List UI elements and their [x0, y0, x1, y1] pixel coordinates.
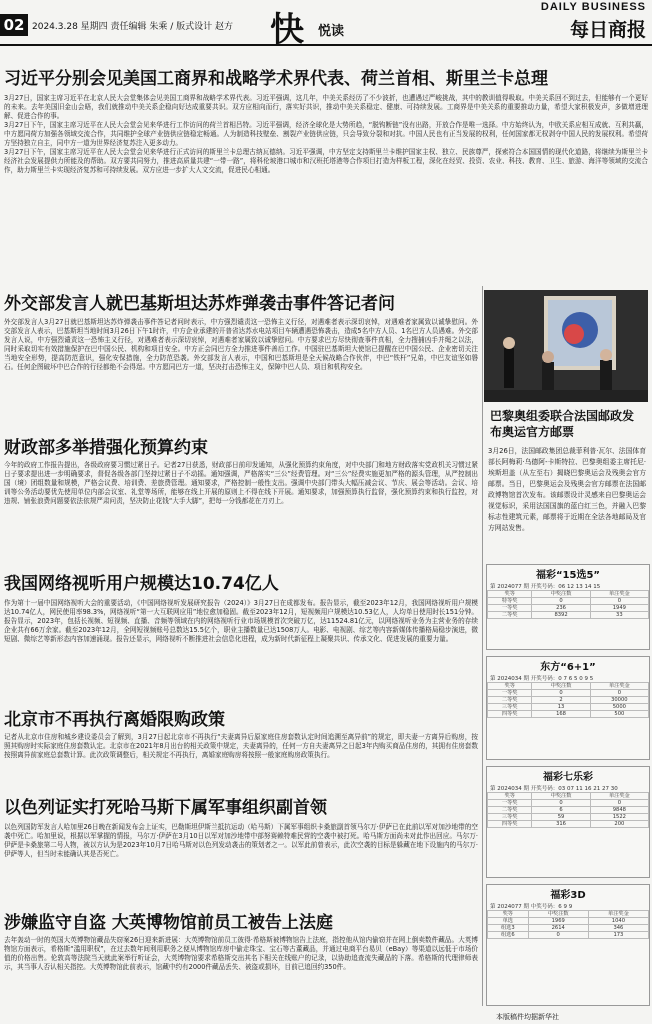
- lottery-cell: 1949: [590, 605, 648, 612]
- article-body-british-museum: 去年轰动一时的英国大英博物馆藏品失窃案26日迎来新进展：大英博物馆前员工彼得·希格斯被博物馆告上法庭，指控他从馆内偷窃并在网上倒卖数件藏品。大英博物馆方面表示，希格斯“滥用职权”，在过去数年间利用职务之便从博物馆库房中偷走珠宝、宝石等古董藏品，并通过电商平台易贝（eBay）等渠道以远低于市场价值的价格出售。伦敦高等法院当天就此案举行听证会，大英博物馆要求希格斯交出其名下相关在线账户的记录，以协助追查流失藏品的下落。希格斯的代理律师表示，其当事人否认相关指控。大英博物馆此前表示，馆藏中约有2000件藏品丢失、被盗或损坏，目前已追回约350件。: [4, 936, 478, 971]
- lottery-row: [488, 932, 649, 939]
- lottery-cell: 奖等: [488, 793, 532, 800]
- lottery-row: [488, 598, 649, 605]
- lottery-title: 福彩“15选5”: [535, 570, 601, 581]
- lottery-cell: 33: [590, 612, 648, 619]
- lottery-cell: 特等奖: [488, 598, 532, 605]
- lottery-row: [488, 711, 649, 718]
- lottery-info: 第 2024077 期 中奖号码：6 9 9: [490, 904, 573, 910]
- lottery-cell: 30000: [590, 697, 648, 704]
- lottery-box-qilecai: [486, 766, 650, 878]
- section-name: 悦读: [318, 24, 345, 39]
- lottery-box-6plus1: [486, 656, 650, 760]
- lottery-cell: 二等奖: [488, 612, 532, 619]
- lottery-row: [488, 911, 649, 918]
- lottery-cell: 59: [532, 814, 590, 821]
- lottery-row: [488, 918, 649, 925]
- lottery-cell: 0: [532, 690, 590, 697]
- lottery-row: [488, 793, 649, 800]
- lottery-row: [488, 821, 649, 828]
- photo-caption-title: 巴黎奥组委联合法国邮政发布奥运官方邮票: [490, 409, 635, 439]
- lottery-cell: 三等奖: [488, 704, 532, 711]
- lottery-cell: 0: [590, 800, 648, 807]
- paper-name-cn: 每日商报: [569, 19, 646, 41]
- lottery-cell: 一等奖: [488, 690, 532, 697]
- lottery-cell: 6: [532, 807, 590, 814]
- lottery-cell: 0: [532, 800, 590, 807]
- lottery-cell: 单注奖金: [590, 793, 648, 800]
- lottery-cell: 二等奖: [488, 697, 532, 704]
- lottery-cell: 单注奖金: [590, 683, 648, 690]
- lottery-table: [487, 910, 649, 939]
- article-body-xi-meetings: 3月27日，国家主席习近平在北京人民大会堂集体会见美国工商界和战略学术界代表。习近平强调，这几年，中美关系经历了不少波折，也遭遇过严峻挑战，其中的教训值得吸取。中美关系回不到过去，但能够有一个更好的未来。去年美国旧金山会晤，我们就推动中美关系企稳向好达成重要共识。双方应相向而行，落实好共识，推动中美关系稳定、健康、可持续发展。工商界是中美关系的重要推动力量，希望大家积极发声，多做增进理解、促进合作的事。 3月27日下午，国家主席习近平在人民大会堂会见来华进行工作访问的荷兰首相吕特。习近平强调，经济全球化是大势所趋，“脱钩断链”没有出路，开放合作是唯一选择。中方始终认为，中欧关系应相互成就、互利共赢，中方愿同荷方加强各领域交流合作，共同维护全球产业链供应链稳定畅通。人为制造科技壁垒、割裂产业链供应链，只会导致分裂和对抗。中国人民也有正当发展的权利，任何国家都无权剥夺中国人民的发展权利。希望荷方坚持独立自主，同中方一道为世界经济复苏注入更多动力。 3月27日下午，国家主席习近平在人民大会堂会见来华进行正式访问的斯里兰卡总理古纳瓦德纳。习近平强调，中方坚定支持斯里兰卡维护国家主权、独立、民族尊严，探索符合本国国情的现代化道路，将继续为斯里兰卡经济社会发展提供力所能及的帮助。双方要共同努力，推进高质量共建“一带一路”，将科伦坡港口城市和汉班托塔港等合作项目打造为样板工程，深化在经贸、投资、农业、科技、教育、卫生、旅游、海洋等领域的交流合作，助力斯里兰卡实现经济复苏和可持续发展。双方应进一步扩大人文交流，促进民心相通。: [4, 94, 648, 174]
- lottery-row: [488, 704, 649, 711]
- lottery-cell: 一等奖: [488, 605, 532, 612]
- lottery-cell: 346: [588, 925, 648, 932]
- issue-info: 2024.3.28 星期四 责任编辑 朱乘 / 版式设计 赵方: [32, 22, 234, 32]
- lottery-cell: 1522: [590, 814, 648, 821]
- lottery-cell: 0: [532, 598, 590, 605]
- lottery-cell: 中奖注数: [532, 793, 590, 800]
- lottery-cell: 0: [590, 690, 648, 697]
- lottery-row: [488, 697, 649, 704]
- lottery-row: [488, 814, 649, 821]
- lottery-row: [488, 800, 649, 807]
- paper-name-en: DAILY BUSINESS: [540, 1, 646, 13]
- lottery-row: [488, 807, 649, 814]
- lottery-title: 东方“6+1”: [540, 662, 596, 673]
- article-body-online-video-users: 作为第十一届中国网络视听大会的重要活动，《中国网络视听发展研究报告（2024）》3月27日在成都发布。报告显示，截至2023年12月，我国网络视听用户规模达10.74亿人，网民使用率98.3%，网络视听“第一大互联网应用”地位愈加稳固。截至2023年12月，短视频用户规模达10.53亿人，人均单日使用时长151分钟。报告显示，2023年，包括长视频、短视频、直播、音频等领域在内的网络视听行业市场规模首次突破万亿，达11524.81亿元，以网络视听业务为主营业务的存续企业共有66万余家。截至2023年12月，全网短视频账号总数达15.5亿个，职业主播数量已达1508万人。电影、电视剧、综艺等内容新媒体传播格局稳步演进，微短剧、微综艺等新形态内容加速涌现。报告还显示，网络视听不断推进社会信息化进程，成为新时代新征程上凝聚共识、传承文化、促进发展的重要力量。: [4, 599, 478, 643]
- lottery-info: 第 2024034 期 开奖号码：03 07 11 16 21 27 30: [490, 786, 618, 792]
- lottery-row: [488, 690, 649, 697]
- lottery-cell: 236: [532, 605, 590, 612]
- lottery-cell: 中奖注数: [528, 911, 588, 918]
- lottery-box-15x5: [486, 564, 650, 650]
- column-divider: [482, 286, 483, 1006]
- lottery-table: [487, 590, 649, 619]
- lottery-cell: 组选6: [488, 932, 529, 939]
- lottery-cell: 一等奖: [488, 800, 532, 807]
- lottery-row: [488, 605, 649, 612]
- headline-xi-meetings: 习近平分别会见美国工商界和战略学术界代表、荷兰首相、斯里兰卡总理: [4, 69, 548, 89]
- headline-beijing-housing: 北京市不再执行离婚限购政策: [4, 710, 225, 730]
- lottery-cell: 单注奖金: [590, 591, 648, 598]
- lottery-cell: 四等奖: [488, 821, 532, 828]
- section-logo: 快: [270, 10, 304, 50]
- lottery-title: 福彩七乐彩: [543, 772, 593, 783]
- lottery-row: [488, 925, 649, 932]
- lottery-cell: 中奖注数: [532, 683, 590, 690]
- article-body-israel-hamas: 以色列国防军发言人哈加里26日晚在新闻发布会上证实，巴勒斯坦伊斯兰抵抗运动（哈马斯）下属军事组织卡桑旅副首领马尔万·伊萨已在此前以军对加沙地带的空袭中死亡。哈加里说，根据以军掌握的情报，马尔万·伊萨在3月10日以军对加沙地带中部努赛赖特难民营的空袭中被打死。哈马斯方面尚未对此作出回应。马尔万·伊萨是卡桑旅第二号人物，被以方认为是2023年10月7日哈马斯对以色列发动袭击的策划者之一。以军此前曾表示，此次空袭的目标是躲藏在地下设施内的马尔万·伊萨等人，但当时未能确认其是否死亡。: [4, 823, 478, 858]
- lottery-title: 福彩3D: [550, 890, 586, 901]
- lottery-cell: 2614: [528, 925, 588, 932]
- lottery-cell: 9848: [590, 807, 648, 814]
- lottery-cell: 0: [528, 932, 588, 939]
- lottery-cell: 单选: [488, 918, 529, 925]
- page-number: 02: [0, 14, 28, 36]
- headline-israel-hamas: 以色列证实打死哈马斯下属军事组织副首领: [4, 798, 327, 818]
- lottery-cell: 1040: [588, 918, 648, 925]
- lottery-cell: 三等奖: [488, 814, 532, 821]
- lottery-cell: 四等奖: [488, 711, 532, 718]
- lottery-cell: 二等奖: [488, 807, 532, 814]
- stamp-launch-photo: [484, 290, 648, 402]
- lottery-cell: 奖等: [488, 591, 532, 598]
- lottery-cell: 13: [532, 704, 590, 711]
- article-body-finance-budget: 今年的政府工作报告提出，各级政府要习惯过紧日子。记者27日获悉，财政部日前印发通知，从强化预算约束角度，对中央部门和地方财政落实党政机关习惯过紧日子要求提出进一步明确要求，督促各级各部门坚持过紧日子不动摇。通知强调，严格落实“三公”经费管理。对“三公”经费实施更加严格的源头管理，从严控制出国（境）团组数量和规模，严格会议费、培训费、差旅费管理。通知要求，严格控制一般性支出。强调中央部门带头大幅压减会议、节庆、展会等活动。会议、培训等公务活动要优先使用单位内部会议室、礼堂等场所，能够在线上开展的原则上不得在线下开展。通知要求，加强预算执行监督，强化预算约束和执行监控，对违规、铺张浪费问题要依法依规严肃问责，坚决防止花钱“大手大脚”，把每一分钱都花在刀刃上。: [4, 461, 478, 505]
- lottery-cell: 500: [590, 711, 648, 718]
- lottery-info: 第 2024077 期 开奖号码：06 12 13 14 15: [490, 584, 601, 590]
- lottery-cell: 0: [590, 598, 648, 605]
- lottery-info: 第 2024034 期 开奖号码：0 7 6 5 0 9 5: [490, 676, 594, 682]
- lottery-cell: 单注奖金: [588, 911, 648, 918]
- footer-source: 本版稿件均据新华社: [496, 1013, 559, 1021]
- lottery-row: [488, 683, 649, 690]
- article-body-beijing-housing: 记者从北京市住房和城乡建设委员会了解到，3月27日起北京市不再执行“夫妻离异后原家庭住房套数认定时间追溯至离异前”的规定，即夫妻一方离异后购房，按照其购房时实际家庭住房套数认定。北京市在2021年8月出台的相关政策中规定，夫妻离异的，任何一方自夫妻离异之日起3年内购买商品住房的，其拥有住房套数按照离异前家庭总套数计算。此次政策调整后，相关规定不再执行，离婚家庭购房将按照一般家庭购房政策执行。: [4, 733, 478, 759]
- lottery-row: [488, 591, 649, 598]
- lottery-box-3d: [486, 884, 650, 1006]
- lottery-cell: 中奖注数: [532, 591, 590, 598]
- lottery-cell: 奖等: [488, 683, 532, 690]
- lottery-cell: 8392: [532, 612, 590, 619]
- lottery-row: [488, 612, 649, 619]
- lottery-cell: 2: [532, 697, 590, 704]
- page-header: [0, 0, 652, 50]
- lottery-cell: 1969: [528, 918, 588, 925]
- headline-finance-budget: 财政部多举措强化预算约束: [4, 438, 208, 458]
- photo-caption-body: 3月26日，法国邮政集团总裁菲利普·瓦尔、法国体育部长阿梅莉·乌德阿-卡斯特拉、巴黎奥组委主席托尼·埃斯坦盖（从左至右）揭晓巴黎奥运会及残奥会官方邮票。当日，巴黎奥运会及残奥会官方邮票在法国邮政博物馆首次发布。该邮票设计灵感来自巴黎奥运会视觉标识，采用法国国旗的蓝白红三色，并融入巴黎标志性建筑元素，邮票将于近期在全法各地邮局及官方网站发售。: [488, 447, 646, 532]
- lottery-cell: 200: [590, 821, 648, 828]
- headline-online-video-users: 我国网络视听用户规模达10.74亿人: [4, 574, 279, 594]
- lottery-cell: 组选3: [488, 925, 529, 932]
- headline-mfa-pakistan: 外交部发言人就巴基斯坦达苏炸弹袭击事件答记者问: [4, 294, 395, 314]
- lottery-cell: 316: [532, 821, 590, 828]
- lottery-table: [487, 682, 649, 718]
- lottery-cell: 奖等: [488, 911, 529, 918]
- headline-british-museum: 涉嫌监守自盗 大英博物馆前员工被告上法庭: [4, 913, 333, 933]
- lottery-cell: 168: [532, 711, 590, 718]
- lottery-table: [487, 792, 649, 828]
- article-body-mfa-pakistan: 外交部发言人3月27日就巴基斯坦达苏炸弹袭击事件答记者问时表示，中方强烈谴责这一恐怖主义行径，对遇难者表示深切哀悼，对遇难者家属致以诚挚慰问。外交部发言人表示，巴基斯坦当地时间3月26日下午1时许，中方企业承建的开普省达苏水电站项目车辆遭遇恐怖袭击，造成5名中方人员、1名巴方人员遇难。外交部发言人说，中方强烈谴责这一恐怖主义行径，对遇难者表示深切哀悼，对遇难者家属致以诚挚慰问。中方要求巴方尽快彻查事件真相，全力搜捕凶手并绳之以法，同时采取切实有效措施保护在巴中国公民、机构和项目安全。中方正会同巴方全力推进事件善后工作。中国驻巴基斯坦大使馆已提醒在巴中国公民、企业密切关注当地安全形势，提高防范意识，强化安保措施，全力防范恐袭。外交部发言人表示，中国和巴基斯坦是全天候战略合作伙伴，中巴“铁杆”兄弟，中巴友谊坚如磐石。任何企图破坏中巴合作的行径都绝不会得逞。中方愿同巴方一道，坚决打击恐怖主义，保障中巴人员、项目和机构安全。: [4, 318, 478, 371]
- lottery-cell: 173: [588, 932, 648, 939]
- lottery-cell: 5000: [590, 704, 648, 711]
